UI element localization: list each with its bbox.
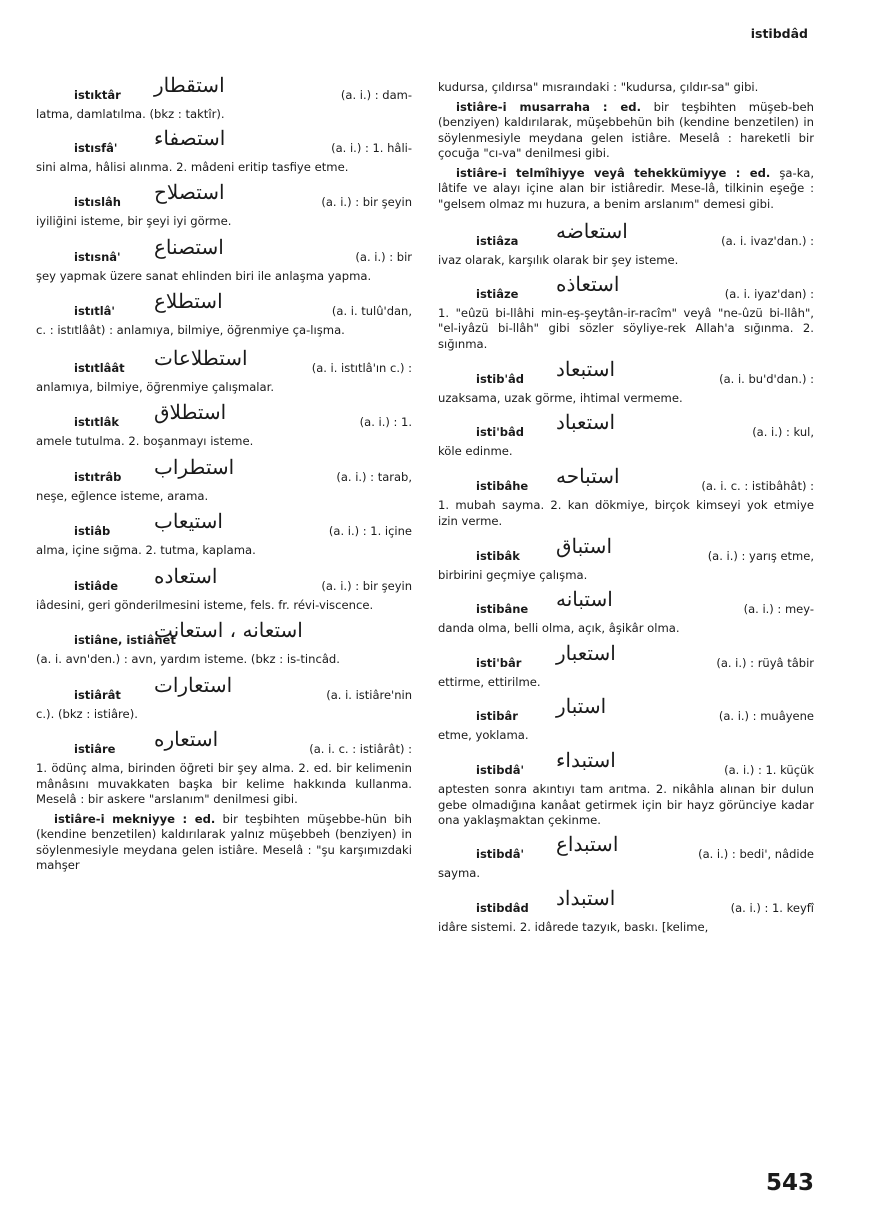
- sub-entry: [438, 100, 814, 162]
- dictionary-entry: [36, 234, 412, 285]
- headword: istiâb: [74, 524, 111, 538]
- dictionary-entry: [36, 289, 412, 339]
- sub-entry: [36, 812, 412, 874]
- grammar-note: (a. i.) : 1. içine: [328, 524, 412, 538]
- headword: istısnâ': [74, 249, 121, 264]
- headword: istib'âd: [476, 372, 524, 386]
- definition: danda olma, belli olma, açık, âşikâr olma.: [438, 620, 680, 635]
- entry-headline: [438, 641, 814, 675]
- definition: aptesten sonra akıntıyı tam arıtma. 2. nikâhla alınan bir dulun gebe olmadığına kanâat getirmek için bir hayz görünciye kadar ona yaklaşmaktan çekinme.: [438, 782, 814, 827]
- arabic-spelling: استبانه: [556, 586, 613, 611]
- sub-entry-text: kudursa, çıldırsa" mısraındaki : "kudursa, çıldır-sa" gibi.: [438, 80, 759, 94]
- definition: iâdesini, geri gönderilmesini isteme, fels. fr. révi-viscence.: [36, 597, 374, 612]
- arabic-spelling: استباق: [556, 534, 612, 558]
- headword: istibdâ': [476, 846, 524, 861]
- grammar-note: (a. i.) : kul,: [752, 424, 814, 439]
- sub-entry-text: bir teşbihten müşebbe-hün bih (kendine benzetilen) kaldırılarak yalnız müşebbeh (benziyen) in söylenmesiyle meydana gelen istiâre. Meselâ : "şu karşımızdaki mahşer: [36, 811, 413, 872]
- dictionary-entry: [36, 509, 412, 559]
- entry-headline: [438, 886, 814, 920]
- sub-entry-text: bir teşbihten müşeb-beh (benziyen) kaldırılarak, müşebbehün bih (kendine benzetilen) in söylenmesiyle meydana gelen istiâre. Meselâ : hareketli bir çocuğa "cı-va" denilmesi gibi.: [438, 99, 814, 160]
- grammar-note: (a. i.) : rüyâ tâbir: [716, 656, 814, 670]
- arabic-spelling: استبار: [556, 693, 607, 718]
- headword: istıtrâb: [74, 469, 122, 484]
- arabic-spelling: استطلاعات: [154, 345, 248, 370]
- grammar-note: (a. i. bu'd'dan.) :: [719, 372, 814, 386]
- sub-entry-text: şa-ka, lâtife ve alayı içine alan bir istiâredir. Mese-lâ, tilkinin eşeğe : "gelsem olmaz mı huzura, a benim arslanım" demesi gibi.: [438, 165, 815, 211]
- dictionary-entry: [438, 693, 814, 744]
- arabic-spelling: استيعاب: [154, 509, 223, 533]
- dictionary-entry: [36, 180, 412, 230]
- sub-entry-term: istiâre-i mekniyye : ed.: [54, 811, 216, 826]
- arabic-spelling: استطراب: [154, 454, 235, 479]
- definition: amele tutulma. 2. boşanmayı isteme.: [36, 434, 254, 448]
- grammar-note: (a. i. tulû'dan,: [331, 304, 412, 318]
- headword: istibâhe: [476, 479, 529, 493]
- entry-headline: [438, 219, 814, 253]
- grammar-note: (a. i. istiâre'nin: [326, 687, 412, 702]
- grammar-note: (a. i.) : yarış etme,: [707, 549, 814, 563]
- sub-entry-term: istiâre-i musarraha : ed.: [456, 99, 641, 114]
- arabic-spelling: استعانه ، استعانت: [154, 618, 303, 642]
- definition: sayma.: [438, 865, 481, 880]
- arabic-spelling: استطلاع: [154, 289, 223, 313]
- dictionary-entry: [438, 357, 814, 407]
- entry-headline: [438, 357, 814, 391]
- definition: 1. mubah sayma. 2. kan dökmiye, birçok kimseyi yok etmiye izin verme.: [438, 498, 814, 528]
- dictionary-entry: [438, 831, 814, 882]
- entry-headline: [36, 672, 412, 707]
- headword: istiâre: [74, 742, 116, 756]
- definition: 1. ödünç alma, birinden öğreti bir şey alma. 2. ed. bir kelimenin mânâsını muvakkaten başka bir kelime hakkında kullanma. Meselâ : bir askere "arslanım" denilmesi gibi.: [36, 761, 412, 806]
- grammar-note: (a. i. c. : istibâhât) :: [701, 479, 814, 493]
- page-number: 543: [765, 1170, 814, 1196]
- definition: köle edinme.: [438, 443, 513, 458]
- dictionary-entry: [438, 886, 814, 936]
- grammar-note: (a. i.) : mey-: [743, 601, 814, 616]
- right-column: [438, 80, 814, 936]
- entry-headline: [438, 409, 814, 444]
- grammar-note: (a. i.) : 1. hâli-: [331, 140, 412, 155]
- entry-headline: [36, 618, 412, 652]
- entry-headline: [36, 509, 412, 543]
- dictionary-entry: [36, 727, 412, 808]
- entry-headline: [438, 748, 814, 782]
- entry-headline: [36, 727, 412, 761]
- entry-headline: [36, 345, 412, 380]
- dictionary-entry: [438, 534, 814, 584]
- dictionary-entry: [438, 641, 814, 691]
- headword: istiâne, istiânet: [74, 633, 176, 647]
- grammar-note: (a. i. c. : istiârât) :: [309, 742, 412, 756]
- running-head: istibdâd: [750, 26, 808, 41]
- sub-entry: [438, 166, 814, 213]
- sub-entry-term: istiâre-i telmîhiyye veyâ tehekkümiyye : ed.: [456, 165, 771, 180]
- sub-entry: [438, 80, 814, 96]
- definition: alma, içine sığma. 2. tutma, kaplama.: [36, 543, 256, 557]
- definition: ettirme, ettirilme.: [438, 675, 541, 689]
- entry-headline: [36, 125, 412, 160]
- entry-headline: [438, 831, 814, 866]
- definition: şey yapmak üzere sanat ehlinden biri ile anlaşma yapma.: [36, 268, 372, 283]
- headword: isti'bâr: [476, 656, 522, 670]
- arabic-spelling: استبداع: [556, 831, 619, 856]
- definition: latma, damlatılma. (bkz : taktîr).: [36, 107, 225, 121]
- entry-headline: [438, 464, 814, 498]
- headword: istıtlâât: [74, 360, 125, 375]
- definition: c. : istıtlâât) : anlamıya, bilmiye, öğrenmiye ça-lışma.: [36, 323, 345, 337]
- headword: istıslâh: [74, 195, 121, 209]
- dictionary-entry: [36, 563, 412, 614]
- arabic-spelling: استصلاح: [154, 180, 225, 204]
- dictionary-entry: [36, 125, 412, 176]
- grammar-note: (a. i. iyaz'dan) :: [724, 286, 814, 301]
- dictionary-entry: [438, 586, 814, 637]
- definition: iyiliğini isteme, bir şeyi iyi görme.: [36, 214, 232, 228]
- dictionary-entry: [36, 345, 412, 396]
- arabic-spelling: استطلاق: [154, 400, 227, 424]
- headword: istiâde: [74, 578, 119, 593]
- arabic-spelling: استقطار: [154, 73, 225, 97]
- arabic-spelling: استعارات: [154, 672, 233, 697]
- definition: idâre sistemi. 2. idârede tazyık, baskı. [kelime,: [438, 920, 709, 934]
- arabic-spelling: استصناع: [154, 234, 224, 259]
- definition: anlamıya, bilmiye, öğrenmiye çalışmalar.: [36, 379, 275, 394]
- arabic-spelling: استبداد: [556, 886, 616, 910]
- dictionary-entry: [438, 271, 814, 353]
- entry-headline: [36, 400, 412, 434]
- headword: istibâk: [476, 549, 520, 563]
- entry-headline: [438, 693, 814, 728]
- dictionary-entry: [438, 464, 814, 529]
- headword: istıtlâ': [74, 304, 115, 318]
- left-column: [36, 73, 413, 874]
- entry-headline: [36, 180, 412, 214]
- dictionary-entry: [36, 400, 412, 450]
- definition: etme, yoklama.: [438, 727, 529, 742]
- entry-headline: [36, 563, 412, 598]
- dictionary-entry: [36, 454, 412, 505]
- definition: c.). (bkz : istiâre).: [36, 706, 138, 721]
- definition: uzaksama, uzak görme, ihtimal vermeme.: [438, 391, 683, 405]
- headword: istıktâr: [74, 88, 121, 102]
- definition: neşe, eğlence isteme, arama.: [36, 488, 209, 503]
- dictionary-entry: [36, 73, 412, 123]
- dictionary-entry: [36, 672, 412, 723]
- grammar-note: (a. i. ivaz'dan.) :: [721, 234, 814, 248]
- headword: istıtlâk: [74, 415, 120, 429]
- definition: sini alma, hâlisi alınma. 2. mâdeni eritip tasfiye etme.: [36, 159, 349, 174]
- grammar-note: (a. i.) : bir: [355, 249, 412, 264]
- grammar-note: (a. i.) : bir şeyin: [321, 195, 412, 209]
- headword: istiârât: [74, 687, 121, 702]
- definition: birbirini geçmiye çalışma.: [438, 568, 588, 582]
- arabic-spelling: استعاده: [154, 563, 218, 588]
- entry-headline: [438, 271, 814, 306]
- arabic-spelling: استبعاد: [556, 357, 616, 381]
- grammar-note: (a. i. istıtlâ'ın c.) :: [311, 360, 412, 375]
- dictionary-entry: [438, 748, 814, 829]
- arabic-spelling: استباحه: [556, 464, 620, 488]
- entry-headline: [438, 586, 814, 621]
- entry-headline: [36, 289, 412, 323]
- dictionary-entry: [438, 219, 814, 269]
- grammar-note: (a. i.) : dam-: [340, 88, 412, 102]
- arabic-spelling: استعاذه: [556, 271, 620, 296]
- headword: istibdâ': [476, 763, 524, 777]
- headword: istibâr: [476, 708, 518, 723]
- dictionary-entry: [36, 618, 412, 668]
- arabic-spelling: استعبار: [556, 641, 616, 665]
- entry-headline: [36, 454, 412, 489]
- headword: istibdâd: [476, 901, 529, 915]
- entry-headline: [36, 73, 412, 107]
- grammar-note: (a. i.) : bedi', nâdide: [698, 846, 814, 861]
- grammar-note: (a. i.) : 1. keyfî: [730, 901, 814, 915]
- headword: istısfâ': [74, 140, 118, 155]
- arabic-spelling: استعاضه: [556, 219, 628, 243]
- definition: (a. i. avn'den.) : avn, yardım isteme. (bkz : is-tincâd.: [36, 652, 340, 666]
- headword: istibâne: [476, 601, 529, 616]
- arabic-spelling: استبداء: [556, 748, 616, 772]
- arabic-spelling: استصفاء: [154, 125, 226, 150]
- grammar-note: (a. i.) : bir şeyin: [321, 578, 412, 593]
- arabic-spelling: استعاره: [154, 727, 219, 751]
- dictionary-entry: [438, 409, 814, 460]
- headword: isti'bâd: [476, 424, 524, 439]
- definition: 1. "eûzü bi-llâhi min-eş-şeytân-ir-racîm" veyâ "ne-ûzü bi-llâh", "el-iyâzü bi-llâh" gibi sözler söyliye-rek Allah'a sığınma. 2. sığınma.: [438, 305, 814, 351]
- definition: ivaz olarak, karşılık olarak bir şey isteme.: [438, 253, 679, 267]
- grammar-note: (a. i.) : 1.: [359, 415, 412, 429]
- headword: istiâza: [476, 234, 519, 248]
- arabic-spelling: استعباد: [556, 409, 616, 434]
- entry-headline: [438, 534, 814, 568]
- grammar-note: (a. i.) : muâyene: [718, 708, 814, 723]
- entry-headline: [36, 234, 412, 269]
- grammar-note: (a. i.) : 1. küçük: [724, 763, 814, 777]
- grammar-note: (a. i.) : tarab,: [336, 469, 412, 484]
- headword: istiâze: [476, 286, 519, 301]
